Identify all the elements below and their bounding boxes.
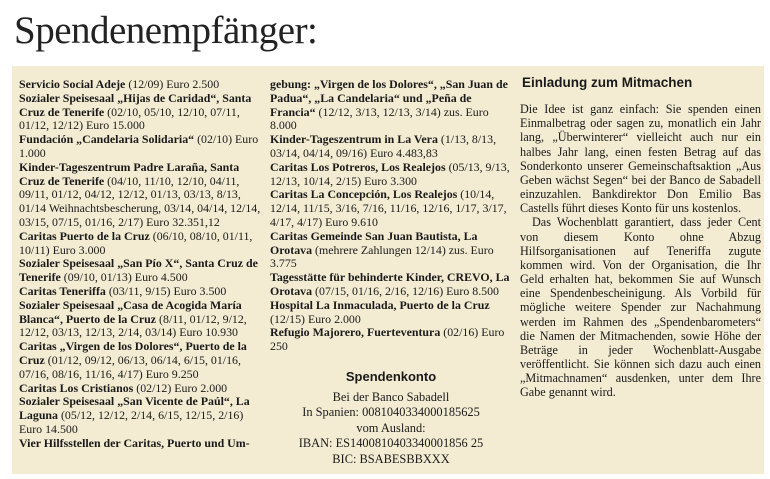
recipient-entry [270,161,512,189]
recipient-entry [270,133,512,161]
recipient-name: Sozialer Speisesaal „San Vicente de Paúl“, La Laguna [19,394,250,423]
recipient-name: Caritas „Virgen de los Dolores“, Puerto de la Cruz [19,339,247,367]
recipient-details: (03/11, 9/15) Euro 3.500 [105,283,227,298]
konto-spain: In Spanien: 0081040334000185625 [302,405,480,420]
recipient-entry [19,382,265,396]
recipient-entry [19,437,265,451]
recipient-details: (01/12, 09/12, 06/13, 06/14, 6/15, 01/16, 07/16, 08/16, 11/16, 4/17) Euro 9.250 [19,352,241,381]
recipient-details: (10/14, 12/14, 11/15, 3/16, 7/16, 11/16, 12/16, 1/17, 3/17, 4/17, 4/17) Euro 9.610 [270,187,507,229]
recipient-entry [19,161,265,230]
recipient-name: Caritas Puerto de la Cruz [19,228,150,243]
recipient-entry [19,395,265,436]
recipient-name: Vier Hilfsstellen der Caritas, Puerto und Um- [19,435,250,450]
recipient-details: (12/15) Euro 2.000 [270,311,361,326]
recipient-details: (04/10, 11/10, 12/10, 04/11, 09/11, 01/12, 04/12, 12/12, 01/13, 03/13, 8/13, 01/14 Weihnachtsbescherung, 03/14, 04/14, 12/14, 03/15, 07/15, 01/16, 2/17) Euro 32.351,12 [19,173,261,229]
recipient-name: Kinder-Tageszentrum in La Vera [270,132,438,147]
recipient-name: Sozialer Speisesaal „Casa de Acogida María Blanca“, Puerto de la Cruz [19,297,242,326]
recipient-entry [270,188,512,229]
recipient-name: Hospital La Inmaculada, Puerto de la Cruz [270,297,490,312]
konto-abroad-label: vom Ausland: [356,420,426,435]
recipient-entry [19,299,265,340]
recipient-entry [19,285,265,299]
recipient-name: Servicio Social Adeje [19,77,126,91]
recipient-details: (02/10) Euro 1.000 [19,132,259,160]
recipient-details: (12/09) Euro 2.500 [125,77,220,91]
recipient-entry [19,257,265,285]
recipient-name: Fundación „Candelaria Solidaria“ [19,132,195,147]
recipient-details: (05/13, 9/13, 12/13, 10/14, 2/15) Euro 3.300 [270,159,510,188]
recipient-name: Sozialer Speisesaal „Hijas de Caridad“, Santa Cruz de Tenerife [19,90,252,119]
konto-iban: IBAN: ES1400810403340001856 25 [298,436,484,451]
recipient-name: Refugio Majorero, Fuerteventura [270,325,441,340]
recipients-column-2 [270,78,512,467]
recipient-entry [270,326,512,354]
recipient-name: Kinder-Tageszentrum Padre Laraña, Santa Cruz de Tenerife [19,159,240,188]
recipient-details: (1/13, 8/13, 03/14, 04/14, 09/16) Euro 4.483,83 [270,132,497,160]
page-title: Spendenempfänger: [14,9,318,52]
recipient-entry [270,271,512,299]
recipient-name: Sozialer Speisesaal „San Pío X“, Santa Cruz de Tenerife [19,256,258,285]
recipient-details: (02/16) Euro 250 [270,325,505,354]
recipient-entry [270,78,512,133]
einladung-paragraph-1: Die Idee ist ganz einfach: Sie spenden einen Einmalbetrag oder sagen zu, monatlich ein Jahr lang, „Überwinterer“ vielleicht auch nur ein halbes Jahr lang, einen festen Betrag auf das Sonderkonto unserer Gemeinschaftsaktion „Aus Geben wächst Segen“ bei der Banco de Sabadell einzuzahlen. Bankdirektor Don Emilio Bas Castells führt dieses Konto für uns kostenlos. [520,102,761,216]
konto-bank: Bei der Banco Sabadell [332,389,450,404]
konto-bic: BIC: BSABESBBXXX [332,451,450,466]
konto-details [270,390,512,468]
recipient-entry [19,92,265,133]
recipient-entry [19,340,265,381]
recipient-details: (09/10, 01/13) Euro 4.500 [60,270,188,285]
recipient-details: (02/12) Euro 2.000 [133,380,228,395]
recipient-entry [270,299,512,327]
recipient-details: (05/12, 12/12, 2/14, 6/15, 12/15, 2/16) Euro 14.500 [19,408,244,436]
recipient-details: (8/11, 01/12, 9/12, 12/12, 03/13, 12/13, 2/14, 03/14) Euro 10.930 [19,311,247,340]
recipient-name: Caritas Los Cristianos [19,380,134,395]
recipient-details: (02/10, 05/10, 12/10, 07/11, 01/12, 12/12) Euro 15.000 [19,104,240,133]
recipient-details: (mehrere Zahlungen 12/14) zus. Euro 3.775 [270,242,494,271]
einladung-heading: Einladung zum Mitmachen [522,75,693,90]
recipient-details: (06/10, 08/10, 01/11, 10/11) Euro 3.000 [19,228,253,257]
recipient-name: Caritas La Concepción, Los Realejos [270,187,458,202]
recipient-entry [19,230,265,258]
donation-box [12,66,764,474]
recipient-entry [19,133,265,161]
recipient-details: (12/12, 3/13, 12/13, 3/14) zus. Euro 8.000 [270,104,489,133]
recipient-details: (07/15, 01/16, 2/16, 12/16) Euro 8.500 [312,283,499,298]
recipient-name: Caritas Los Potreros, Los Realejos [270,159,446,174]
recipient-entry [19,78,265,92]
einladung-column [520,76,761,399]
einladung-paragraph-2: Das Wochenblatt garantiert, dass jeder Cent von diesem Konto ohne Abzug Hilfsorganisationen auf Teneriffa zugute kommen wird. Von der Organisation, die Ihr Geld erhalten hat, bekommen Sie auf Wunsch eine Spendenbescheinigung. Als Vorbild für mögliche weitere Spender zur Nachahmung werden im Rahmen des „Spendenbarometers“ die Namen der Mitmachenden, sowie Höhe der Beträge in jeder Wochenblatt-Ausgabe veröffentlicht. Sie können sich dazu auch einen „Mitmachnamen“ ausdenken, unter dem Ihre Gabe genannt wird. [520,215,761,400]
recipient-entry [270,230,512,271]
recipient-name: gebung: „Virgen de los Dolores“, „San Juan de Padua“, „La Candelaria“ und „Peña de Francia“ [270,77,508,119]
recipient-name: Caritas Gemeinde San Juan Bautista, La Orotava [270,228,478,257]
recipients-column-1 [19,78,265,451]
recipient-name: Tagesstätte für behinderte Kinder, CREVO, La Orotava [270,270,510,298]
konto-heading: Spendenkonto [345,368,437,384]
recipient-name: Caritas Teneriffa [19,283,106,298]
